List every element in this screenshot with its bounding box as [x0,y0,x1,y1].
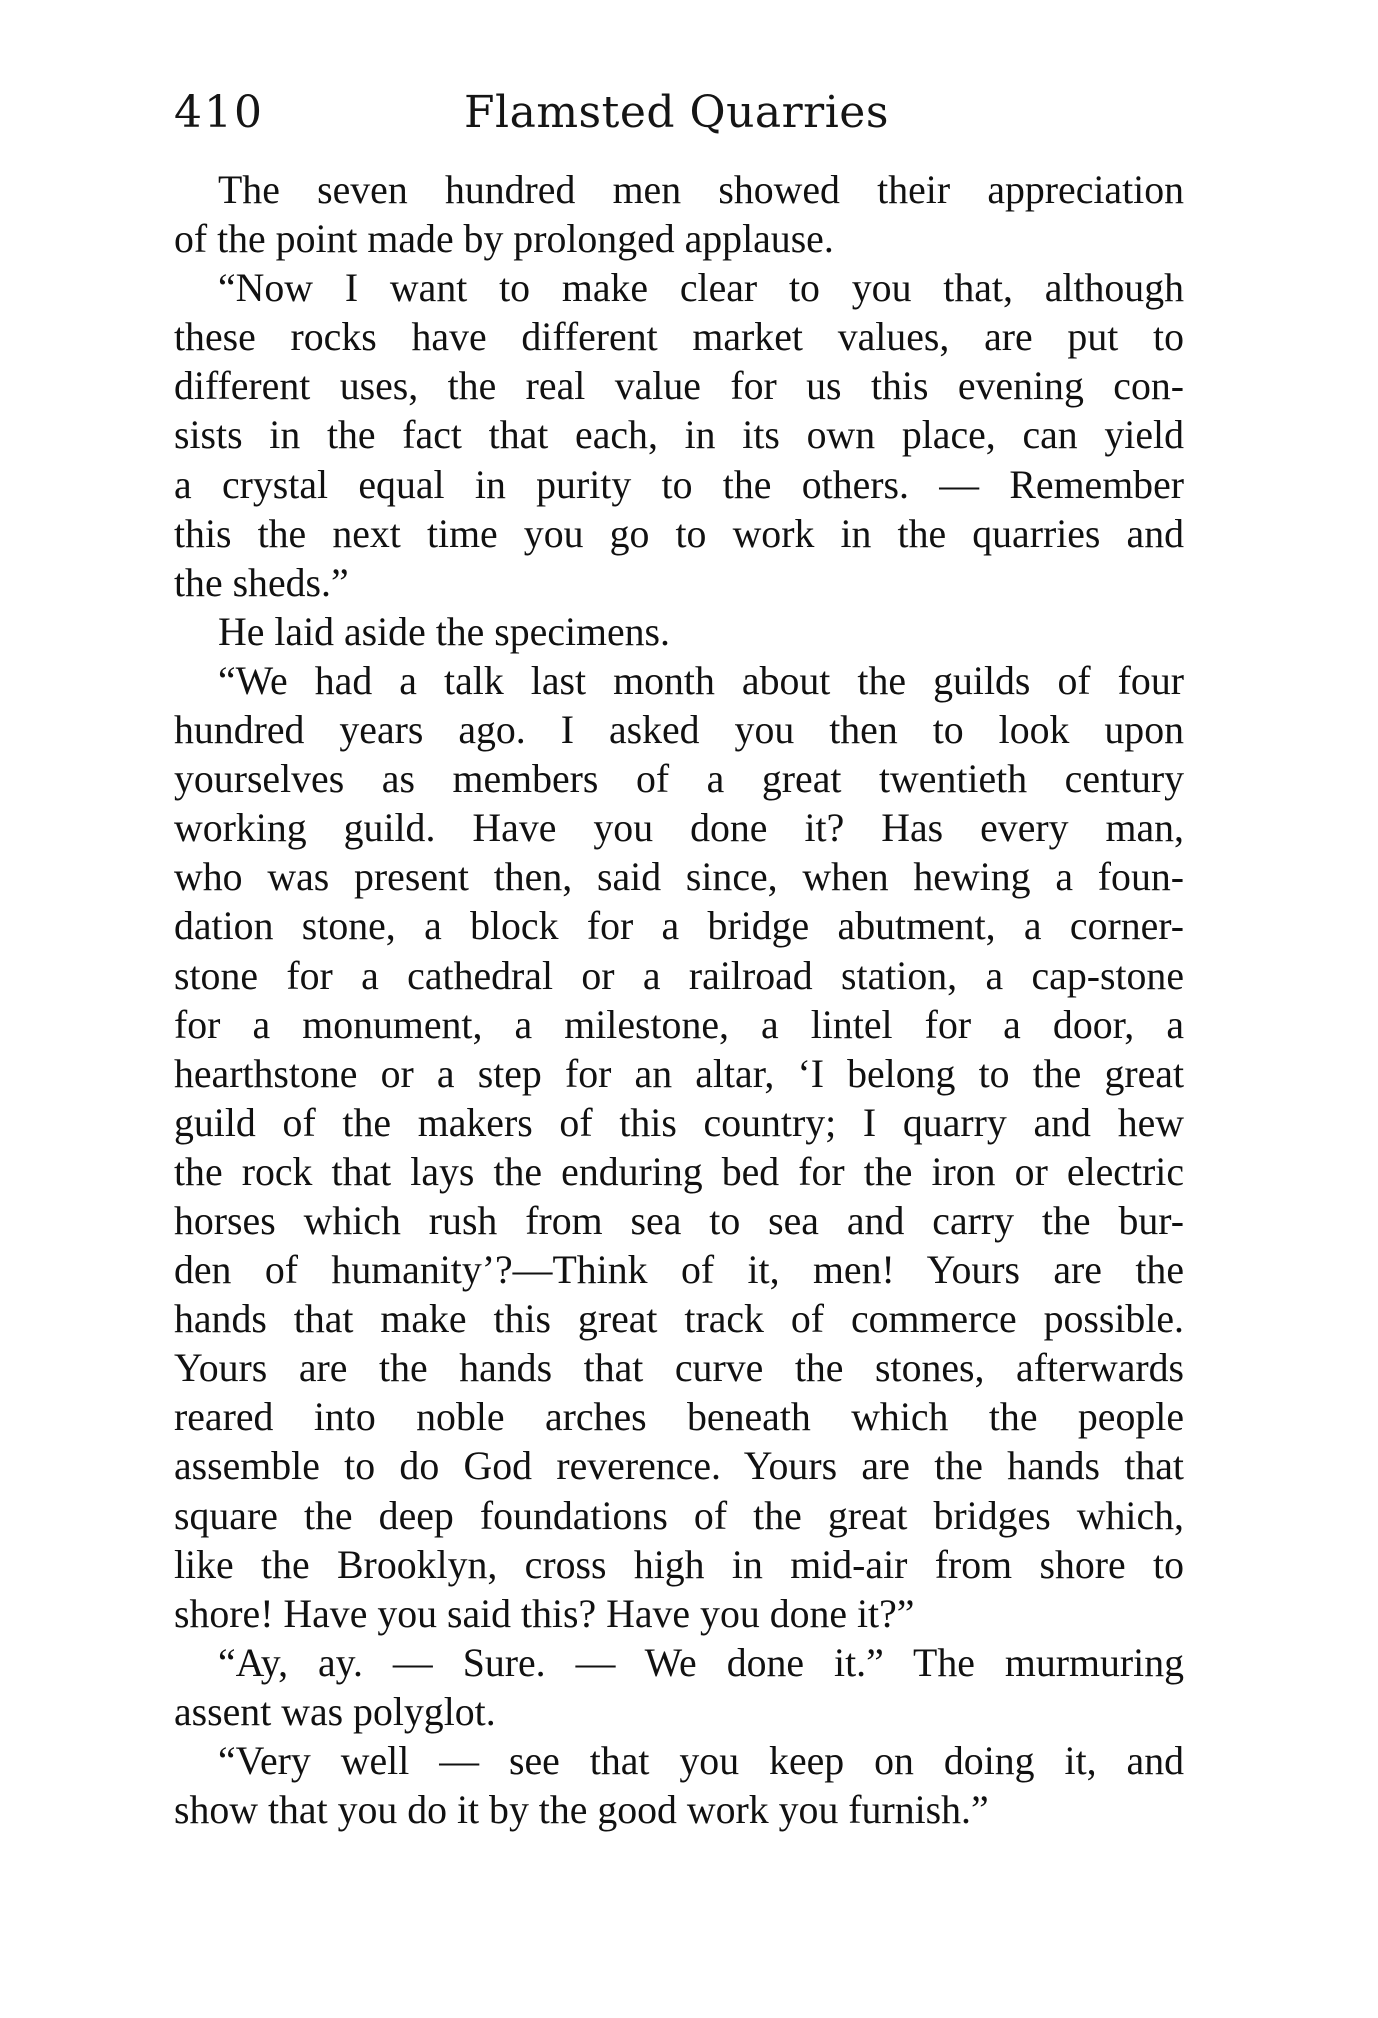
text-line: dation stone, a block for a bridge abutment, a corner- [174,904,1184,949]
text-line: for a monument, a milestone, a lintel for a door, a [174,1002,1184,1047]
text-line: hands that make this great track of commerce possible. [174,1297,1184,1342]
paragraph [174,608,1184,657]
text-line: Yours are the hands that curve the stones, afterwards [174,1346,1184,1391]
text-line: guild of the makers of this country; I quarry and hew [174,1100,1184,1145]
body-text [174,166,1184,1835]
paragraph [174,1737,1184,1835]
text-line: like the Brooklyn, cross high in mid-air from shore to [174,1542,1184,1587]
paragraph [174,264,1184,608]
text-line: assent was polyglot. [174,1689,496,1734]
text-line: show that you do it by the good work you furnish.” [174,1788,989,1833]
text-line: horses which rush from sea to sea and carry the bur- [174,1198,1184,1243]
text-line: “Ay, ay. — Sure. — We done it.” The murmuring [218,1640,1184,1685]
text-line: “Very well — see that you keep on doing it, and [218,1739,1184,1783]
text-line: stone for a cathedral or a railroad station, a cap-stone [174,953,1184,998]
page-header [174,78,1184,148]
text-line: working guild. Have you done it? Has every man, [174,806,1184,851]
text-line: den of humanity’?—Think of it, men! Yours are the [174,1248,1184,1293]
text-line: these rocks have different market values, are put to [174,315,1184,360]
text-line: who was present then, said since, when hewing a foun- [174,855,1184,900]
page-number: 410 [174,87,264,138]
text-line: assemble to do God reverence. Yours are the hands that [174,1444,1184,1489]
text-line: of the point made by prolonged applause. [174,217,834,262]
text-line: this the next time you go to work in the quarries and [174,511,1184,556]
paragraph [174,657,1184,1639]
text-line: square the deep foundations of the great bridges which, [174,1493,1184,1538]
text-line: reared into noble arches beneath which the people [174,1395,1184,1440]
text-line: sists in the fact that each, in its own place, can yield [174,413,1184,458]
text-line: different uses, the real value for us this evening con- [174,364,1184,409]
text-line: He laid aside the specimens. [218,609,670,654]
text-line: yourselves as members of a great twentieth century [174,757,1184,802]
text-line: “Now I want to make clear to you that, although [218,266,1184,311]
text-line: a crystal equal in purity to the others. — Remember [174,462,1184,507]
running-title: Flamsted Quarries [464,87,889,138]
text-line: “We had a talk last month about the guilds of four [218,658,1184,703]
paragraph [174,166,1184,264]
text-line: hearthstone or a step for an altar, ‘I belong to the great [174,1051,1184,1096]
text-line: shore! Have you said this? Have you done it?” [174,1591,915,1636]
text-line: The seven hundred men showed their appreciation [218,168,1184,212]
paragraph [174,1639,1184,1737]
text-line: hundred years ago. I asked you then to look upon [174,708,1184,753]
text-line: the sheds.” [174,560,349,605]
text-line: the rock that lays the enduring bed for the iron or electric [174,1149,1184,1194]
